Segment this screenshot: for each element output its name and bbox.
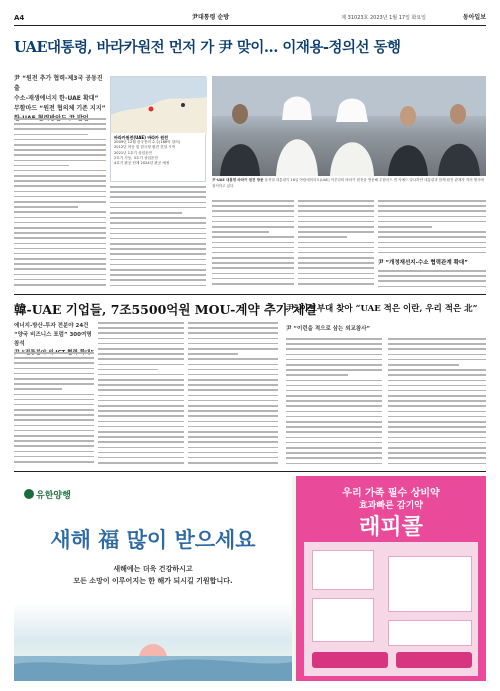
ad-message-2: 모든 소망이 이루어지는 한 해가 되시길 기원합니다. [73, 577, 233, 585]
ad-slogan: 새해 福 많이 받으세요 [50, 527, 256, 552]
advertisement [14, 476, 486, 681]
article1-body-col2 [110, 186, 206, 290]
infobox-line: 2호기 가동, 3호기 상업운전 [114, 155, 158, 160]
map-infobox [111, 133, 205, 181]
header-rule [14, 25, 486, 26]
caption-title: 尹-UAE 대통령 바라카 원전 방문 [212, 178, 264, 182]
issue-date: 제 31023호 2023년 1월 17일 화요일 [341, 15, 426, 21]
article1-body-col1 [14, 118, 106, 290]
article3-headline: 尹, 아크부대 찾아 “UAE 적은 이란, 우리 적은 北” [286, 304, 478, 314]
caption-body: 윤석열 대통령이 16일 아랍에미리트(UAE) 아부다비 바라카 원전을 방문해 무함마드 빈 자예드 알나하얀 대통령과 함께 원전 관계자 격려 행사에 참석하고 있다. [212, 178, 484, 188]
masthead: 동아일보 [462, 14, 486, 21]
ad-tagline: 우리 가족 필수 상비약 [342, 488, 440, 499]
subhead-line: 尹 “원전 추가 협력-제3국 공동진출 [14, 75, 103, 92]
infobox-line: 2009년 12월 한국전력 수주(186억 달러) [114, 140, 181, 145]
subhead-line: 수소-재생에너지 한-UAE 확대” [14, 95, 99, 102]
article2-headline: 韓-UAE 기업들, 7조5500억원 MOU-계약 추가 체결 [14, 302, 317, 317]
article3-subhead: 尹 “이런을 적으로 삼는 외교참사” [286, 326, 371, 332]
ad-message-1: 새해에는 더욱 건강하시고 [113, 565, 193, 573]
infobox-line: 4호기 완공 단계 2024년 완공 예정 [114, 161, 170, 166]
article1-body-col4 [298, 200, 374, 290]
article2-body-col1 [14, 352, 94, 468]
product-badge [396, 652, 472, 668]
company-name: 유한양행 [36, 491, 71, 501]
box-title: 尹 “개정재선지-수소 협력관계 확대” [378, 260, 468, 266]
article1-body-col3 [212, 200, 294, 290]
article1-body-col5 [378, 200, 486, 256]
page-number: A4 [14, 14, 25, 22]
sea-illustration [14, 626, 292, 681]
infobox-line: 2012년 착공 및 한국형 원전 건설 시작 [114, 145, 176, 150]
main-headline: UAE대통령, 바라카원전 먼저 가 尹 맞이… 이재용-정의선 동행 [14, 39, 401, 56]
article3-body-col2 [388, 338, 486, 468]
map-graphic [111, 77, 207, 135]
infobox-line: 2021년 1호기 상업운전 [114, 150, 153, 155]
yuhan-ad [14, 476, 292, 681]
article1-subheads [14, 74, 106, 124]
photo-caption [212, 178, 486, 189]
article3-body-col1 [286, 338, 382, 468]
box-body [378, 270, 486, 290]
infobox-title: 바라카원전(UAE) 바라카 원전 [114, 135, 169, 140]
product-box [312, 598, 374, 642]
section-rule [14, 294, 486, 295]
brand-name: 래피콜 [359, 515, 423, 540]
section-label: 尹대통령 순방 [192, 14, 230, 21]
product-box [312, 550, 374, 590]
article2-body-col3 [188, 322, 278, 468]
page-header [14, 12, 486, 24]
subhead-line: 무함마드 “원전 협의체 기존 지지” [14, 105, 106, 112]
product-panel [304, 542, 478, 676]
yuhan-logo [24, 488, 71, 501]
article2-body-col2 [98, 322, 184, 468]
subhead-line: 에너지-방산-투자 전분야 24건 [14, 323, 89, 329]
product-box [388, 556, 472, 612]
rapicol-ad [296, 476, 486, 681]
ad-tagline-2: 효과빠른 감기약 [359, 501, 423, 511]
subhead-line: “양국 비즈니스 포럼” 300여명 참석 [14, 332, 92, 347]
news-photo [212, 76, 486, 176]
photo-people [212, 76, 486, 176]
product-box [388, 620, 472, 646]
product-badge [312, 652, 388, 668]
ad-rule [14, 471, 486, 472]
